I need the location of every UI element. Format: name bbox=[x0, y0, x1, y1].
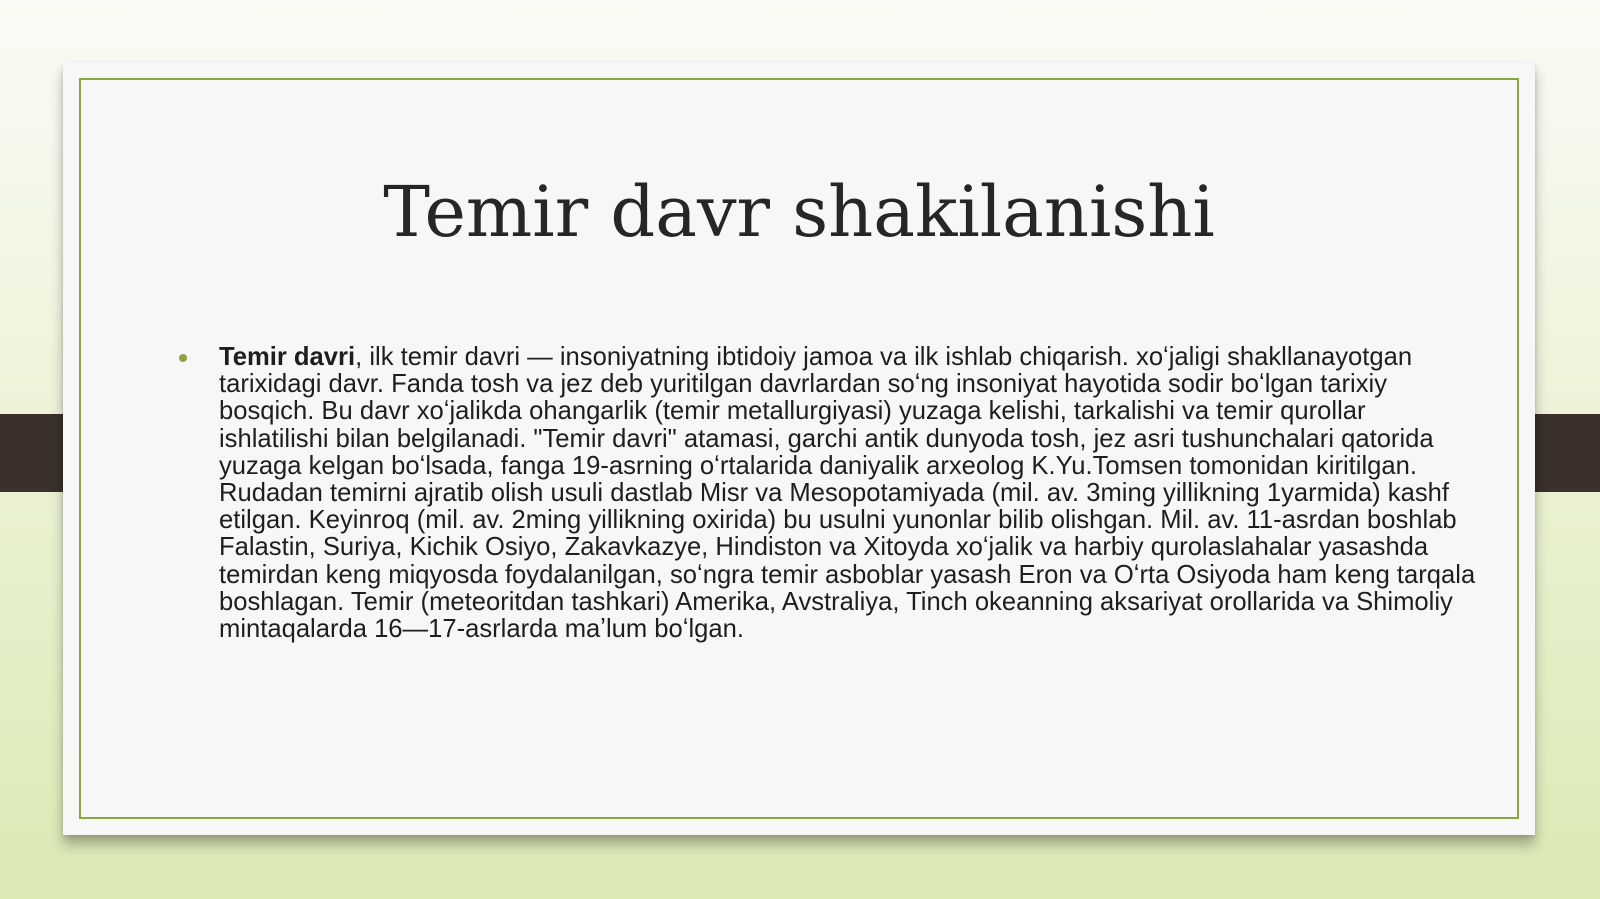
bullet-item bbox=[179, 344, 1479, 643]
slide-title: Temir davr shakilanishi bbox=[383, 171, 1215, 253]
bullet-dot-icon bbox=[179, 354, 187, 362]
bullet-bold-term: Temir davri bbox=[219, 343, 356, 371]
slide-card bbox=[63, 62, 1535, 835]
bullet-text: , ilk temir davri — insoniyatning ibtidoiy jamoa va ilk ishlab chiqarish. xoʻjaligi shakllanayotgan tarixidagi davr. Fanda tosh va jez deb yuritilgan davrlardan soʻng insoniyat hayotida sodir boʻlgan tarixiy bosqich. Bu davr xoʻjalikda ohangarlik (temir metallurgiyasi) yuzaga kelishi, tarkalishi va temir qurollar ishlatilishi bilan belgilanadi. "Temir davri" atamasi, garchi antik dunyoda tosh, jez asri tushunchalari qatorida yuzaga kelgan boʻlsada, fanga 19-asrning oʻrtalarida daniyalik arxeolog K.Yu.Tomsen tomonidan kiritilgan. Rudadan temirni ajratib olish usuli dastlab Misr va Mesopotamiyada (mil. av. 3ming yillikning 1yarmida) kashf etilgan. Keyinroq (mil. av. 2ming yillikning oxirida) bu usulni yunonlar bilib olishgan. Mil. av. 11-asrdan boshlab Falastin, Suriya, Kichik Osiyo, Zakavkazye, Hindiston va Xitoyda xoʻjalik va harbiy qurolaslahalar yasashda temirdan keng miqyosda foydalanilgan, soʻngra temir asboblar yasash Eron va Oʻrta Osiyoda ham keng tarqala boshlagan. Temir (meteoritdan tashkari) Amerika, Avstraliya, Tinch okeanning aksariyat orollarida va Shimoliy mintaqalarda 16—17-asrlarda maʼlum boʻlgan. bbox=[219, 343, 1476, 644]
slide-content bbox=[179, 344, 1479, 643]
